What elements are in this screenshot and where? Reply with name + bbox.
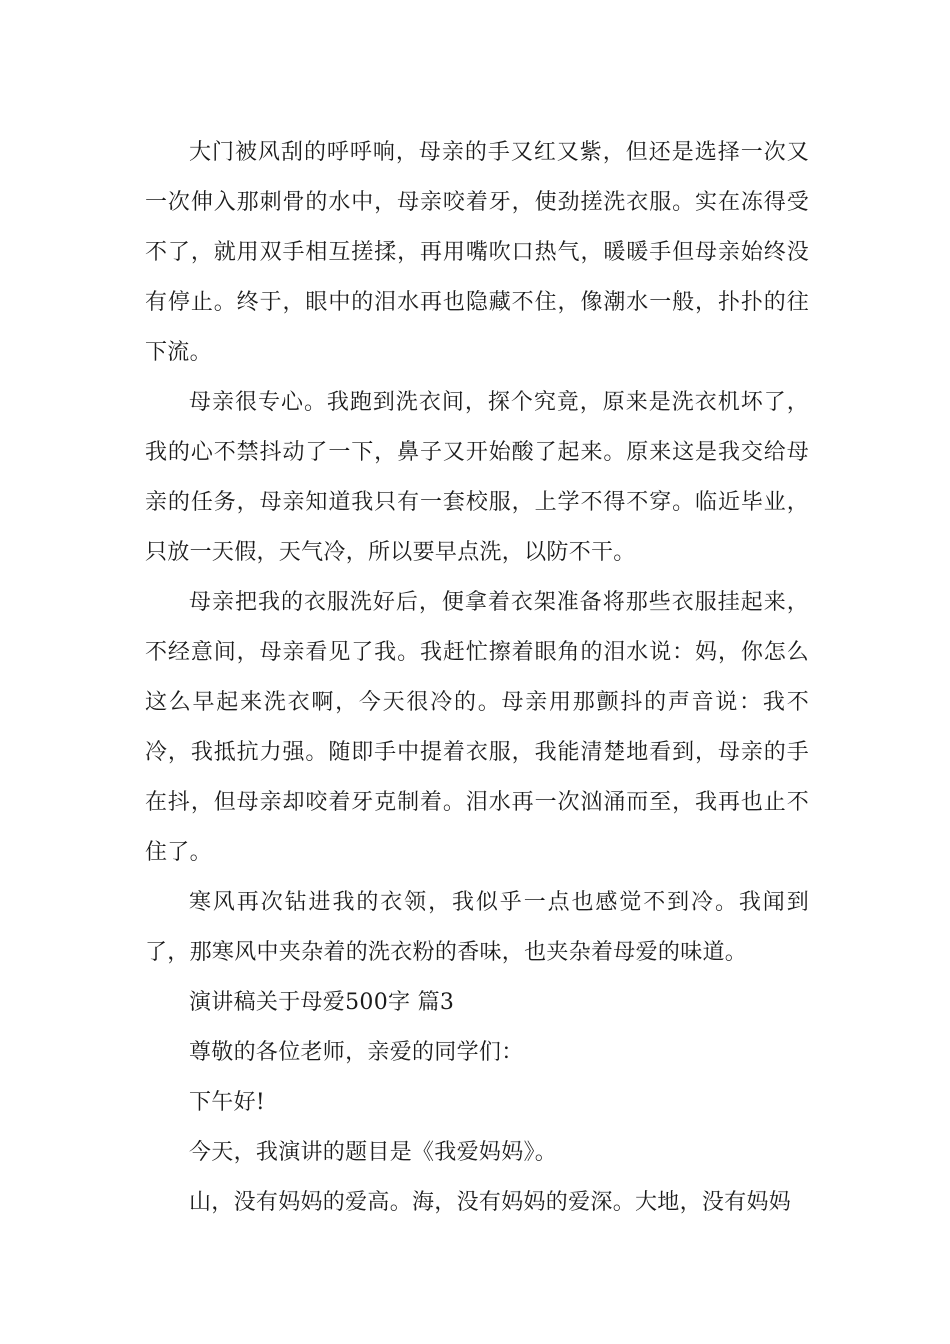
paragraph-washing-clothes: 大门被风刮的呼呼响，母亲的手又红又紫，但还是选择一次又一次伸入那刺骨的水中，母亲咬着牙，使劲搓洗衣服。实在冻得受不了，就用双手相互搓揉，再用嘴吹口热气，暖暖手但母亲始终没有停止。终于，眼中的泪水再也隐藏不住，像潮水一般，扑扑的往下流。: [145, 140, 809, 365]
speech-intro: 今天，我演讲的题目是《我爱妈妈》。: [189, 1140, 558, 1165]
speech-salutation: 下午好!: [189, 1090, 266, 1115]
speech-greeting: 尊敬的各位老师，亲爱的同学们：: [189, 1040, 524, 1065]
paragraph-mountain-sea: 山，没有妈妈的爱高。海，没有妈妈的爱深。大地，没有妈妈: [189, 1190, 792, 1215]
paragraph-mother-saw-me: 母亲把我的衣服洗好后，便拿着衣架准备将那些衣服挂起来，不经意间，母亲看见了我。我赶忙擦着眼角的泪水说：妈，你怎么这么早起来洗衣啊，今天很冷的。母亲用那颤抖的声音说：我不冷，我抵抗力强。随即手中提着衣服，我能清楚地看到，母亲的手在抖，但母亲却咬着牙克制着。泪水再一次汹涌而至，我再也止不住了。: [145, 590, 809, 865]
document-body: [145, 128, 809, 1228]
paragraph-cold-wind: 寒风再次钻进我的衣领，我似乎一点也感觉不到冷。我闻到了，那寒风中夹杂着的洗衣粉的香味，也夹杂着母爱的味道。: [145, 890, 809, 965]
paragraph-mother-focused: 母亲很专心。我跑到洗衣间，探个究竟，原来是洗衣机坏了，我的心不禁抖动了一下，鼻子又开始酸了起来。原来这是我交给母亲的任务，母亲知道我只有一套校服，上学不得不穿。临近毕业，只放一天假，天气冷，所以要早点洗，以防不干。: [145, 390, 809, 565]
section-heading: 演讲稿关于母爱500字 篇3: [189, 990, 455, 1015]
